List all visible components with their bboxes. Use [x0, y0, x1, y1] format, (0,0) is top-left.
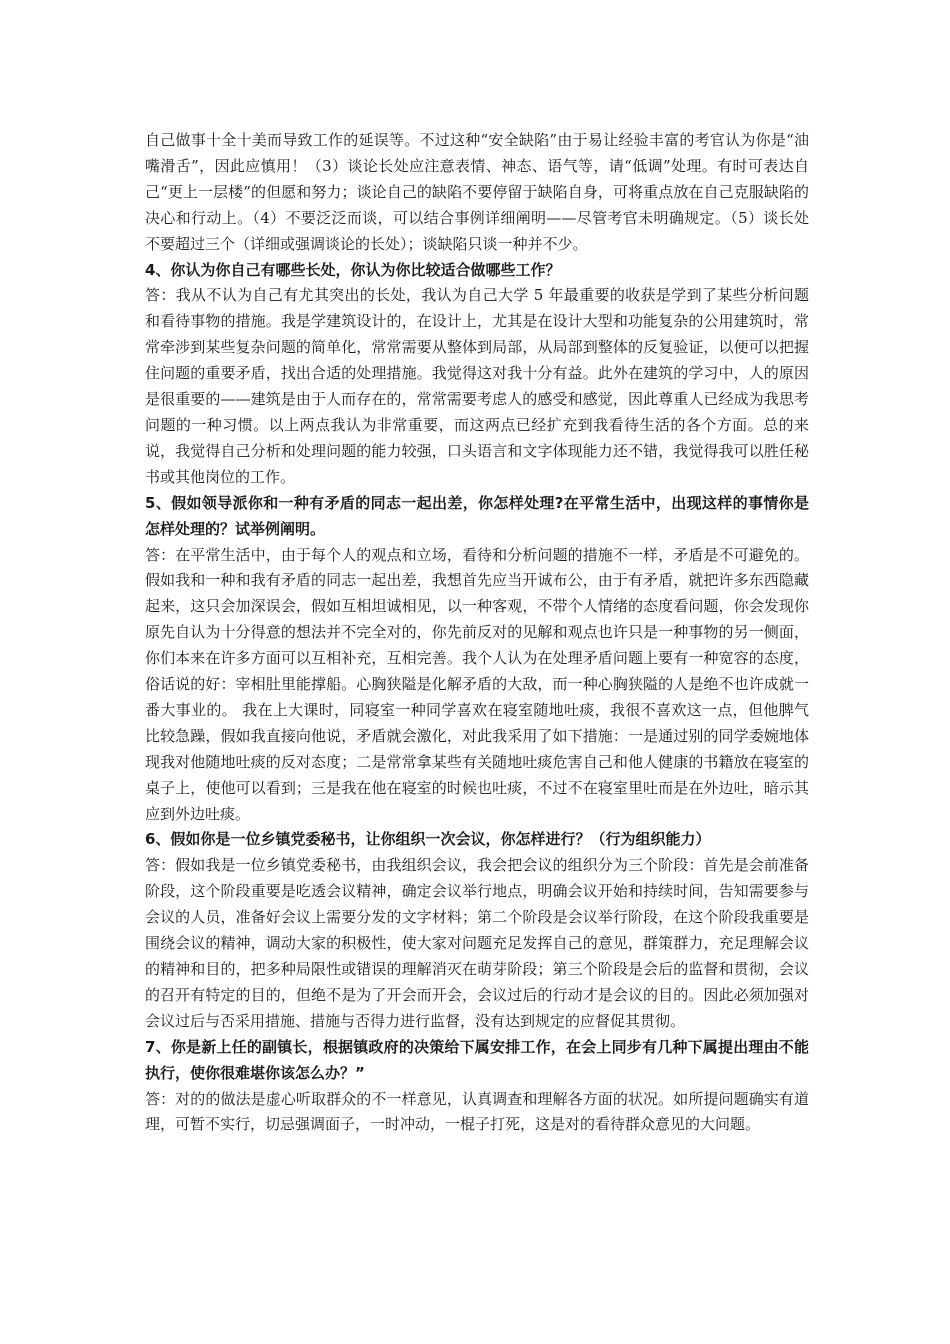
answer-7: 答：对的的做法是虚心听取群众的不一样意见，认真调查和理解各方面的状况。如所提问题确实有道理，可暂不实行，切忌强调面子，一时冲动，一棍子打死，这是对的看待群众意见的大问题。 — [145, 1089, 809, 1134]
question-6: 6、假如你是一位乡镇党委秘书，让你组织一次会议，你怎样进行？（行为组织能力） — [145, 830, 711, 849]
question-5: 5、假如领导派你和一种有矛盾的同志一起出差，你怎样处理?在平常生活中，出现这样的事情你是怎样处理的？试举例阐明。 — [145, 493, 809, 538]
answer-5: 答：在平常生活中，由于每个人的观点和立场，看待和分析问题的措施不一样，矛盾是不可避免的。假如我和一种和我有矛盾的同志一起出差，我想首先应当开诚布公，由于有矛盾，就把许多东西隐藏起来，这只会加深误会，假如互相坦诚相见，以一种客观，不带个人情绪的态度看问题，你会发现你原先自认为十分得意的想法并不完全对的，你先前反对的见解和观点也许只是一种事物的另一侧面，你们本来在许多方面可以互相补充，互相完善。我个人认为在处理矛盾问题上要有一种宽容的态度，俗话说的好：宰相肚里能撑船。心胸狭隘是化解矛盾的大敌，而一种心胸狭隘的人是绝不也许成就一番大事业的。 我在上大课时，同寝室一种同学喜欢在寝室随地吐痰，我很不喜欢这一点，但他脾气比较急躁，假如我直接向他说，矛盾就会激化，对此我采用了如下措施：一是通过别的同学委婉地体现我对他随地吐痰的反对态度；二是常常拿某些有关随地吐痰危害自己和他人健康的书籍放在寝室的桌子上，使他可以看到；三是我在他在寝室的时候也吐痰，不过不在寝室里吐而是在外边吐，暗示其应到外边吐痰。 — [145, 545, 809, 823]
answer-6: 答：假如我是一位乡镇党委秘书，由我组织会议，我会把会议的组织分为三个阶段：首先是会前准备阶段，这个阶段重要是吃透会议精神，确定会议举行地点，明确会议开始和持续时间，告知需要参与会议的人员，准备好会议上需要分发的文字材料；第二个阶段是会议举行阶段，在这个阶段我重要是围绕会议的精神，调动大家的积极性，使大家对问题充足发挥自己的意见，群策群力，充足理解会议的精神和目的，把多种局限性或错误的理解消灭在萌芽阶段；第三个阶段是会后的监督和贯彻，会议的召开有特定的目的，但绝不是为了开会而开会，会议过后的行动才是会议的目的。因此必须加强对会议过后与否采用措施、措施与否得力进行监督，没有达到规定的应督促其贯彻。 — [145, 856, 809, 1030]
question-7: 7、你是新上任的副镇长，根据镇政府的决策给下属安排工作，在会上同步有几种下属提出理由不能执行，使你很难堪你该怎么办？” — [145, 1037, 809, 1082]
question-4: 4、你认为你自己有哪些长处，你认为你比较适合做哪些工作？ — [145, 260, 561, 279]
answer-4: 答：我从不认为自己有尤其突出的长处，我认为自己大学 5 年最重要的收获是学到了某些分析问题和看待事物的措施。我是学建筑设计的，在设计上，尤其是在设计大型和功能复杂的公用建筑时，常常牵涉到某些复杂问题的简单化，常常需要从整体到局部，从局部到整体的反复验证，以便可以把握住问题的重要矛盾，找出合适的处理措施。我觉得这对我十分有益。此外在建筑的学习中，人的原因是很重要的——建筑是由于人而存在的，常常需要考虑人的感受和感觉，因此尊重人已经成为我思考问题的一种习惯。以上两点我认为非常重要，而这两点已经扩充到我看待生活的各个方面。总的来说，我觉得自己分析和处理问题的能力较强，口头语言和文字体现能力还不错，我觉得我可以胜任秘书或其他岗位的工作。 — [145, 286, 809, 486]
intro-paragraph: 自己做事十全十美而导致工作的延误等。不过这种“安全缺陷”由于易让经验丰富的考官认为你是“油嘴滑舌”，因此应慎用！（3）谈论长处应注意表情、神态、语气等，请“低调”处理。有时可表达自己“更上一层楼”的但愿和努力；谈论自己的缺陷不要停留于缺陷自身，可将重点放在自己克服缺陷的决心和行动上。（4）不要泛泛而谈，可以结合事例详细阐明——尽管考官未明确规定。（5）谈长处不要超过三个（详细或强调谈论的长处）；谈缺陷只谈一种并不少。 — [145, 131, 809, 253]
document-page — [145, 128, 809, 1138]
